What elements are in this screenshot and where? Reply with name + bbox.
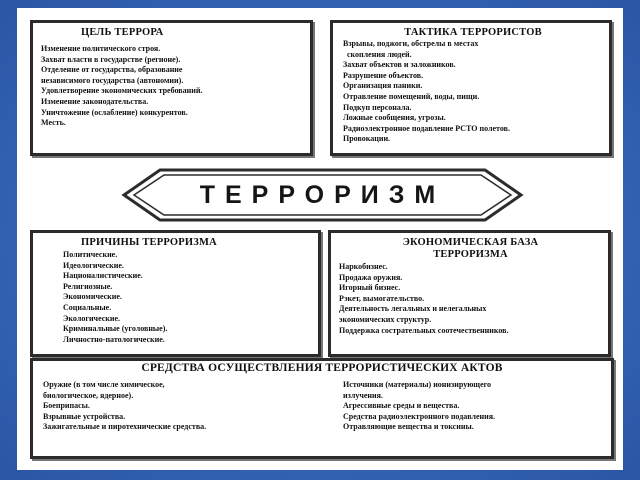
tactics-item: Подкуп персонала. <box>343 102 412 112</box>
goals-item: Удовлетворение экономических требований. <box>41 86 203 96</box>
tactics-item: Радиоэлектронное подавление РСТО полетов. <box>343 123 510 133</box>
goals-box <box>30 20 313 156</box>
economy-item: Наркобизнес. <box>339 262 388 271</box>
economy-box <box>328 230 611 357</box>
means-box <box>30 358 614 459</box>
goals-item: Изменение политического строя. <box>41 44 161 53</box>
means-right-item: Источники (материалы) ионизирующего <box>343 380 492 389</box>
goals-list <box>41 44 304 129</box>
economy-item: Деятельность легальных и нелегальных <box>339 304 487 314</box>
tactics-item: Провокации. <box>343 134 391 144</box>
economy-item: Игорный бизнес. <box>339 283 401 293</box>
economy-title-line1: ЭКОНОМИЧЕСКАЯ БАЗА <box>402 237 539 248</box>
means-left-item: Оружие (в том числе химическое, <box>43 380 165 389</box>
tactics-box <box>330 20 612 156</box>
economy-title <box>339 237 602 260</box>
causes-list <box>63 250 312 345</box>
economy-list <box>339 262 602 336</box>
means-left-item: Зажигательные и пиротехнические средства. <box>43 422 207 432</box>
terrorism-banner <box>120 166 525 224</box>
economy-item: Продажа оружия. <box>339 272 403 282</box>
means-left-list <box>43 380 343 433</box>
goals-item: независимого государства (автономии). <box>41 75 184 85</box>
tactics-item: скопления людей. <box>343 49 412 59</box>
goals-item: Месть. <box>41 118 66 128</box>
causes-item: Экологические. <box>63 313 121 323</box>
causes-box <box>30 230 321 357</box>
means-right-item: Агрессивные среды и вещества. <box>343 401 460 411</box>
causes-item: Личностно-патологические. <box>63 334 165 344</box>
means-columns <box>43 380 601 433</box>
tactics-item: Захват объектов и заложников. <box>343 60 456 70</box>
tactics-item: Ложные сообщения, угрозы. <box>343 113 446 123</box>
means-right-item: Средства радиоэлектронного подавления. <box>343 411 496 421</box>
means-title: СРЕДСТВА ОСУЩЕСТВЛЕНИЯ ТЕРРОРИСТИЧЕСКИХ АКТОВ <box>141 362 503 374</box>
goals-item: Захват власти в государстве (регионе). <box>41 54 181 64</box>
tactics-item: Отравление помещений, воды, пищи. <box>343 91 480 101</box>
means-left-item: Взрывные устройства. <box>43 411 126 421</box>
goals-item: Отделение от государства, образование <box>41 65 183 75</box>
causes-title: ПРИЧИНЫ ТЕРРОРИЗМА <box>81 237 217 248</box>
causes-item: Социальные. <box>63 302 112 312</box>
tactics-title: ТАКТИКА ТЕРРОРИСТОВ <box>404 27 542 38</box>
goals-title: ЦЕЛЬ ТЕРРОРА <box>81 27 164 38</box>
means-right-item: Отравляющие вещества и токсины. <box>343 422 474 432</box>
causes-item: Религиозные. <box>63 281 113 291</box>
causes-item: Националистические. <box>63 271 143 281</box>
means-right-list <box>343 380 495 433</box>
means-left-item: биологическое, ядерное). <box>43 390 134 400</box>
means-left-item: Боеприпасы. <box>43 401 90 411</box>
means-right-item: излучения. <box>343 390 383 400</box>
tactics-item: Разрушение объектов. <box>343 70 424 80</box>
economy-item: экономических структур. <box>339 314 432 324</box>
causes-item: Криминальные (уголовные). <box>63 324 168 334</box>
tactics-list <box>343 39 603 145</box>
banner-title: ТЕРРОРИЗМ <box>199 181 446 209</box>
economy-item: Поддержка сострательных соотечественников. <box>339 325 509 335</box>
tactics-item: Организация паники. <box>343 81 423 91</box>
economy-title-line2: ТЕРРОРИЗМА <box>433 248 508 260</box>
economy-item: Рэкет, вымогательство. <box>339 293 425 303</box>
goals-item: Изменение законодательства. <box>41 96 149 106</box>
causes-item: Политические. <box>63 250 118 259</box>
causes-item: Идеологические. <box>63 260 124 270</box>
goals-item: Уничтожение (ослабление) конкурентов. <box>41 107 188 117</box>
causes-item: Экономические. <box>63 292 122 302</box>
tactics-item: Взрывы, поджоги, обстрелы в местах <box>343 39 479 48</box>
